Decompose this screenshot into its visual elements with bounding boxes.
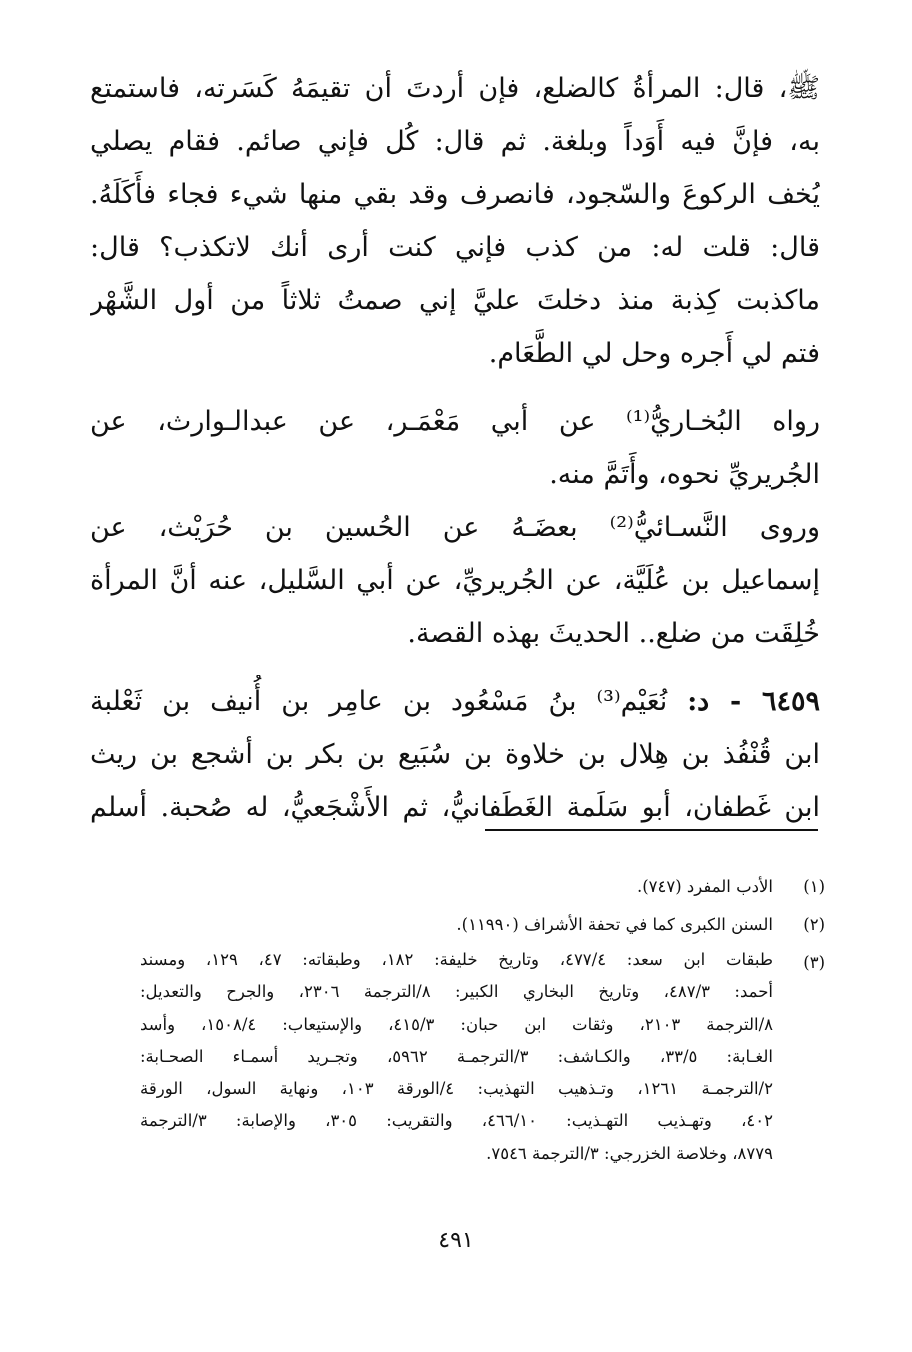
footnote-line: الغـابة: ٣٣/٥، والكـاشف: ٣/الترجمـة ٥٩٦٢، وتجـريد أسمـاء الصحـابة: — [140, 1046, 773, 1066]
entry-heading-line — [90, 675, 820, 728]
footnote-1 — [140, 868, 825, 906]
text-line: فتم لي أَجره وحل لي الطَّعَام. — [488, 338, 820, 369]
footnote-line: ٨/الترجمة ٢١٠٣، وثقات ابن حبان: ٤١٥/٣، والإستيعاب: ١٥٠٨/٤، وأسد — [140, 1014, 773, 1034]
paragraph-1 — [90, 62, 820, 380]
text-line: إسماعيل بن عُلَيَّة، عن الجُريريِّ، عن أبي السَّليل، عنه أنَّ المرأة — [90, 565, 820, 596]
footnote-number: (١) — [803, 877, 825, 896]
paragraph-2 — [90, 395, 820, 501]
text-line: به، فإنَّ فيه أَوَداً وبلغة. ثم قال: كُل فإني صائم. فقام يصلي — [90, 126, 820, 157]
text-line: يُخف الركوعَ والسّجود، فانصرف وقد بقي منها شيء فجاء فأَكَلَهُ. — [90, 179, 820, 210]
text-line: خُلِقَت من ضلع.. الحديثَ بهذه القصة. — [407, 618, 820, 649]
footnote-2 — [140, 906, 825, 944]
paragraph-3 — [90, 501, 820, 660]
text-line: قال: قلت له: من كذب فإني كنت أرى أنك لاتكذب؟ قال: — [90, 232, 820, 263]
entry-heading-text: نُعَيْم⁽³⁾ بنُ مَسْعُود بن عامِر بن أُنيف بن ثَعْلبة — [90, 686, 688, 717]
footnote-text: الأدب المفرد (٧٤٧). — [636, 877, 773, 896]
footnote-number: (٣) — [803, 953, 825, 972]
footnote-3 — [140, 944, 825, 1170]
footnote-line: ٨٧٧٩، وخلاصة الخزرجي: ٣/الترجمة ٧٥٤٦. — [486, 1143, 773, 1163]
text-line: رواه البُخـاريُّ⁽¹⁾ عن أبي مَعْمَـر، عن عبدالـوارث، عن — [90, 406, 820, 437]
footnotes — [140, 868, 825, 1170]
footnote-text: السنن الكبرى كما في تحفة الأشراف (١١٩٩٠). — [456, 915, 773, 934]
footnote-line: ٢/الترجمـة ١٢٦١، وتـذهيب التهذيب: ٤/الورقة ١٠٣، ونهاية السول، الورقة — [140, 1079, 773, 1099]
text-line: الجُريريِّ نحوه، وأَتَمَّ منه. — [549, 459, 820, 490]
text-line: ابن غَطفان، أبو سَلَمة الغَطَفانيُّ، ثم الأَشْجَعيُّ، له صُحبة. أسلم — [90, 792, 820, 823]
text-line: وروى النَّسـائيُّ⁽²⁾ بعضَـهُ عن الحُسين بن حُرَيْث، عن — [90, 512, 820, 543]
entry-6459 — [90, 675, 820, 834]
page-number: ٤٩١ — [438, 1228, 474, 1253]
main-text — [90, 62, 820, 834]
footnote-line: طبقات ابن سعد: ٤٧٧/٤، وتاريخ خليفة: ١٨٢، وطبقاته: ٤٧، ١٢٩، ومسند — [140, 950, 773, 969]
text-line: ابن قُنْفُذ بن هِلال بن خلاوة بن سُبَيع بن بكر بن أشجع بن ريث — [90, 739, 820, 770]
entry-number: ٦٤٥٩ - د: — [687, 686, 820, 717]
footnote-divider — [485, 829, 818, 831]
footnote-line: أحمد: ٤٨٧/٣، وتاريخ البخاري الكبير: ٨/الترجمة ٢٣٠٦، والجرح والتعديل: — [140, 982, 773, 1002]
footnote-line: ٤٠٢، وتهـذيب التهـذيب: ٤٦٦/١٠، والتقريب: ٣٠٥، والإصابة: ٣/الترجمة — [140, 1111, 773, 1131]
text-line: ﷺ، قال: المرأةُ كالضلع، فإن أردتَ أن تقيمَهُ كَسَرته، فاستمتع — [90, 73, 820, 104]
text-line: ماكذبت كِذبة منذ دخلتَ عليَّ إني صمتُ ثلاثاً من أول الشَّهْر — [90, 285, 820, 316]
footnote-number: (٢) — [803, 915, 825, 934]
